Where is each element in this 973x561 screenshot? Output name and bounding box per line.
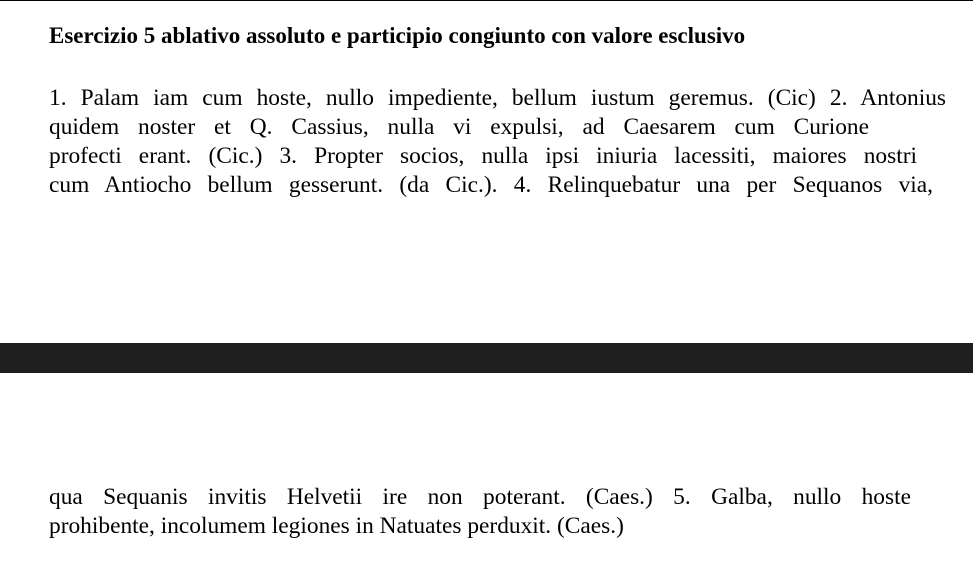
top-border xyxy=(0,0,973,1)
text-line: prohibente, incolumem legiones in Natuates perduxit. (Caes.) xyxy=(49,513,624,539)
text-line: qua Sequanis invitis Helvetii ire non poterant. (Caes.) 5. Galba, nullo hoste xyxy=(49,484,911,510)
exercise-text-page-1 xyxy=(49,84,949,200)
text-line: quidem noster et Q. Cassius, nulla vi expulsi, ad Caesarem cum Curione xyxy=(49,114,869,140)
exercise-text-page-2 xyxy=(49,483,949,541)
exercise-heading: Esercizio 5 ablativo assoluto e participio congiunto con valore esclusivo xyxy=(49,23,746,48)
text-line: 1. Palam iam cum hoste, nullo impediente, bellum iustum geremus. (Cic) 2. Antonius xyxy=(49,85,946,111)
text-line: cum Antiocho bellum gesserunt. (da Cic.). 4. Relinquebatur una per Sequanos via, xyxy=(49,172,933,198)
page-break-separator xyxy=(0,343,973,373)
text-line: profecti erant. (Cic.) 3. Propter socios, nulla ipsi iniuria lacessiti, maiores nostri xyxy=(49,143,917,169)
